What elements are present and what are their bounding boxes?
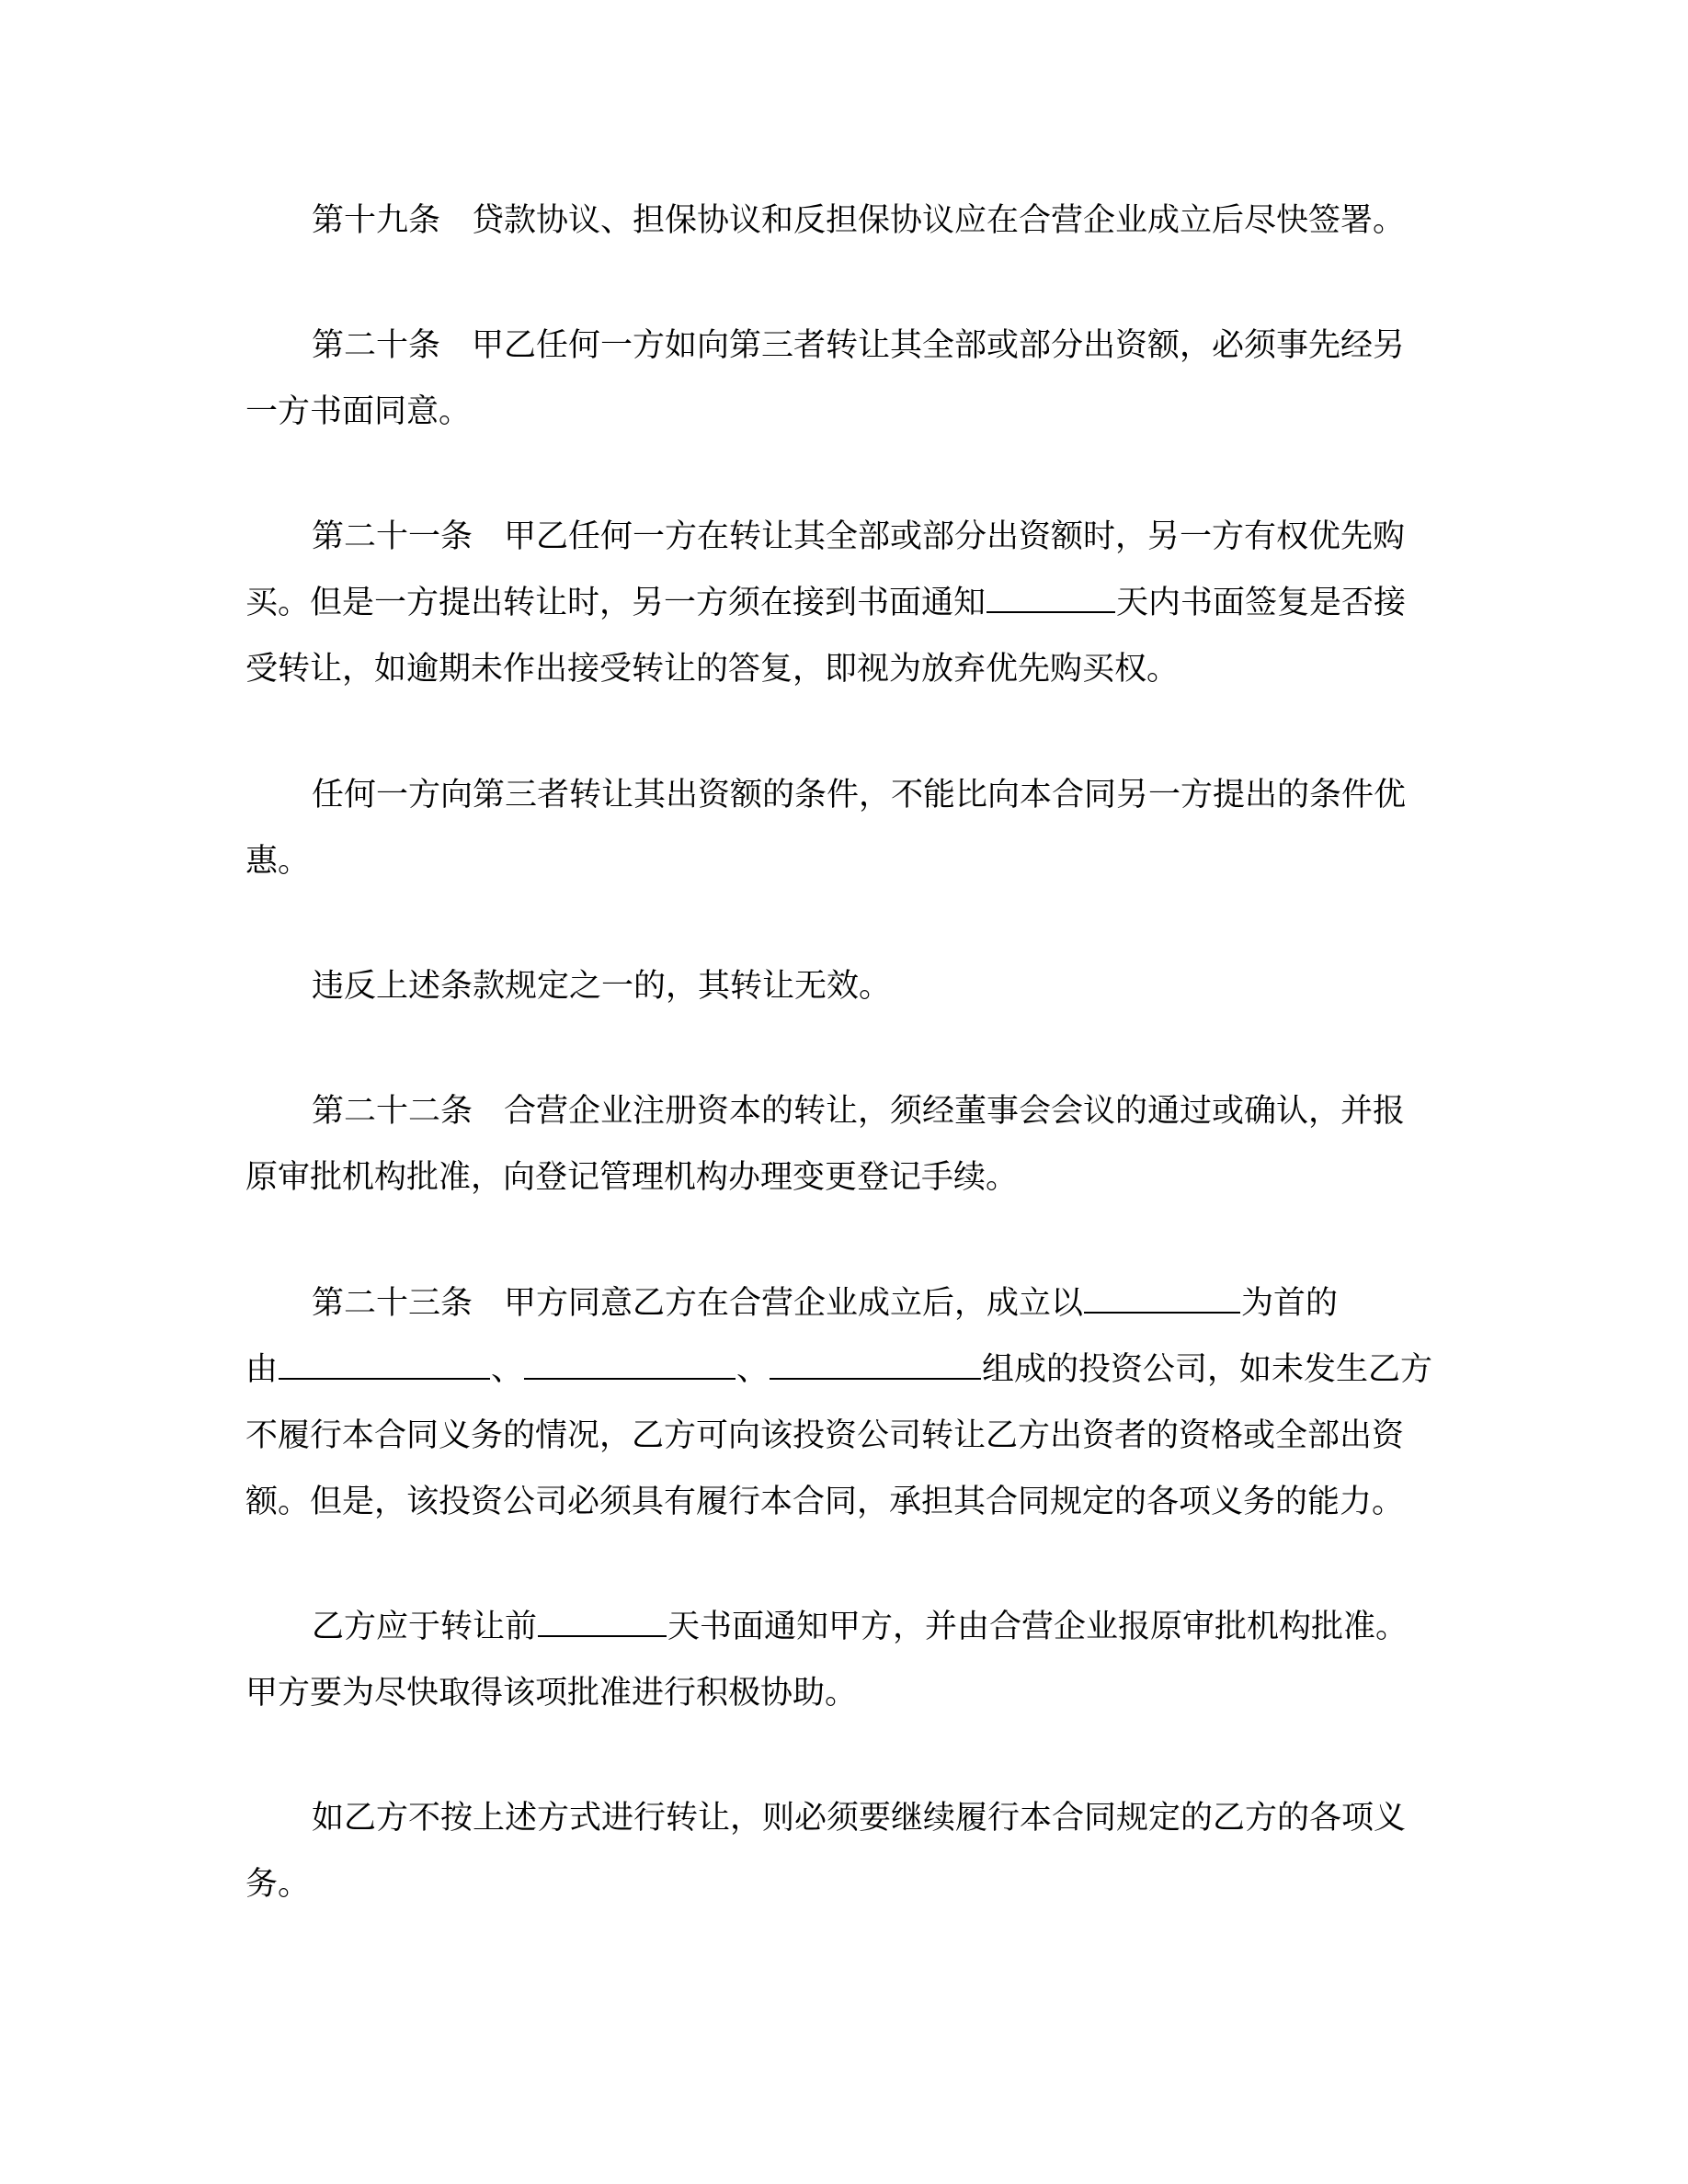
article-22-line-2: 原审批机构批准，向登记管理机构办理变更登记手续。 bbox=[245, 1159, 1019, 1196]
violation-line-1: 违反上述条款规定之一的，其转让无效。 bbox=[312, 968, 892, 1005]
leading-party-blank[interactable] bbox=[1084, 1284, 1240, 1314]
days-notice-blank[interactable] bbox=[987, 584, 1115, 613]
article-21-line-3: 受转让，如逾期未作出接受转让的答复，即视为放弃优先购买权。 bbox=[245, 651, 1180, 688]
article-23-line-4: 额。但是，该投资公司必须具有履行本合同，承担其合同规定的各项义务的能力。 bbox=[245, 1484, 1405, 1520]
article-20-line-1: 第二十条 甲乙任何一方如向第三者转让其全部或部分出资额，必须事先经另 bbox=[312, 327, 1406, 364]
member-3-blank[interactable] bbox=[770, 1350, 981, 1380]
article-23-line-2: 由 、 、 组成的投资公司，如未发生乙方 bbox=[245, 1351, 1433, 1388]
article-23-line-3: 不履行本合同义务的情况，乙方可向该投资公司转让乙方出资者的资格或全部出资 bbox=[245, 1417, 1405, 1454]
article-20-line-2: 一方书面同意。 bbox=[245, 393, 472, 430]
article-21-title: 第二十一条 bbox=[312, 518, 473, 555]
article-23-line-1: 第二十三条 甲方同意乙方在合营企业成立后，成立以 为首的 bbox=[312, 1285, 1339, 1322]
article-22-line-1: 第二十二条 合营企业注册资本的转让，须经董事会会议的通过或确认，并报 bbox=[312, 1093, 1406, 1130]
article-19-title: 第十九条 bbox=[312, 202, 441, 239]
article-21-line-2: 买。但是一方提出转让时，另一方须在接到书面通知 天内书面签复是否接 bbox=[245, 585, 1407, 621]
article-23-title: 第二十三条 bbox=[312, 1285, 473, 1322]
notice-period-line-2: 甲方要为尽快取得该项批准进行积极协助。 bbox=[245, 1675, 858, 1712]
article-21-line-1: 第二十一条 甲乙任何一方在转让其全部或部分出资额时，另一方有权优先购 bbox=[312, 518, 1406, 555]
transfer-conditions-line-2: 惠。 bbox=[245, 843, 311, 880]
article-20-title: 第二十条 bbox=[312, 327, 441, 364]
transfer-conditions-line-1: 任何一方向第三者转让其出资额的条件，不能比向本合同另一方提出的条件优 bbox=[312, 777, 1407, 813]
member-2-blank[interactable] bbox=[524, 1350, 736, 1380]
member-1-blank[interactable] bbox=[279, 1350, 490, 1380]
notice-days-blank[interactable] bbox=[538, 1608, 667, 1637]
obligations-line-1: 如乙方不按上述方式进行转让，则必须要继续履行本合同规定的乙方的各项义 bbox=[312, 1800, 1407, 1837]
notice-period-line-1: 乙方应于转让前 天书面通知甲方，并由合营企业报原审批机构批准。 bbox=[312, 1609, 1409, 1645]
article-19-line-1: 第十九条 贷款协议、担保协议和反担保协议应在合营企业成立后尽快签署。 bbox=[312, 202, 1406, 239]
obligations-line-2: 务。 bbox=[245, 1866, 311, 1903]
article-22-title: 第二十二条 bbox=[312, 1093, 473, 1130]
